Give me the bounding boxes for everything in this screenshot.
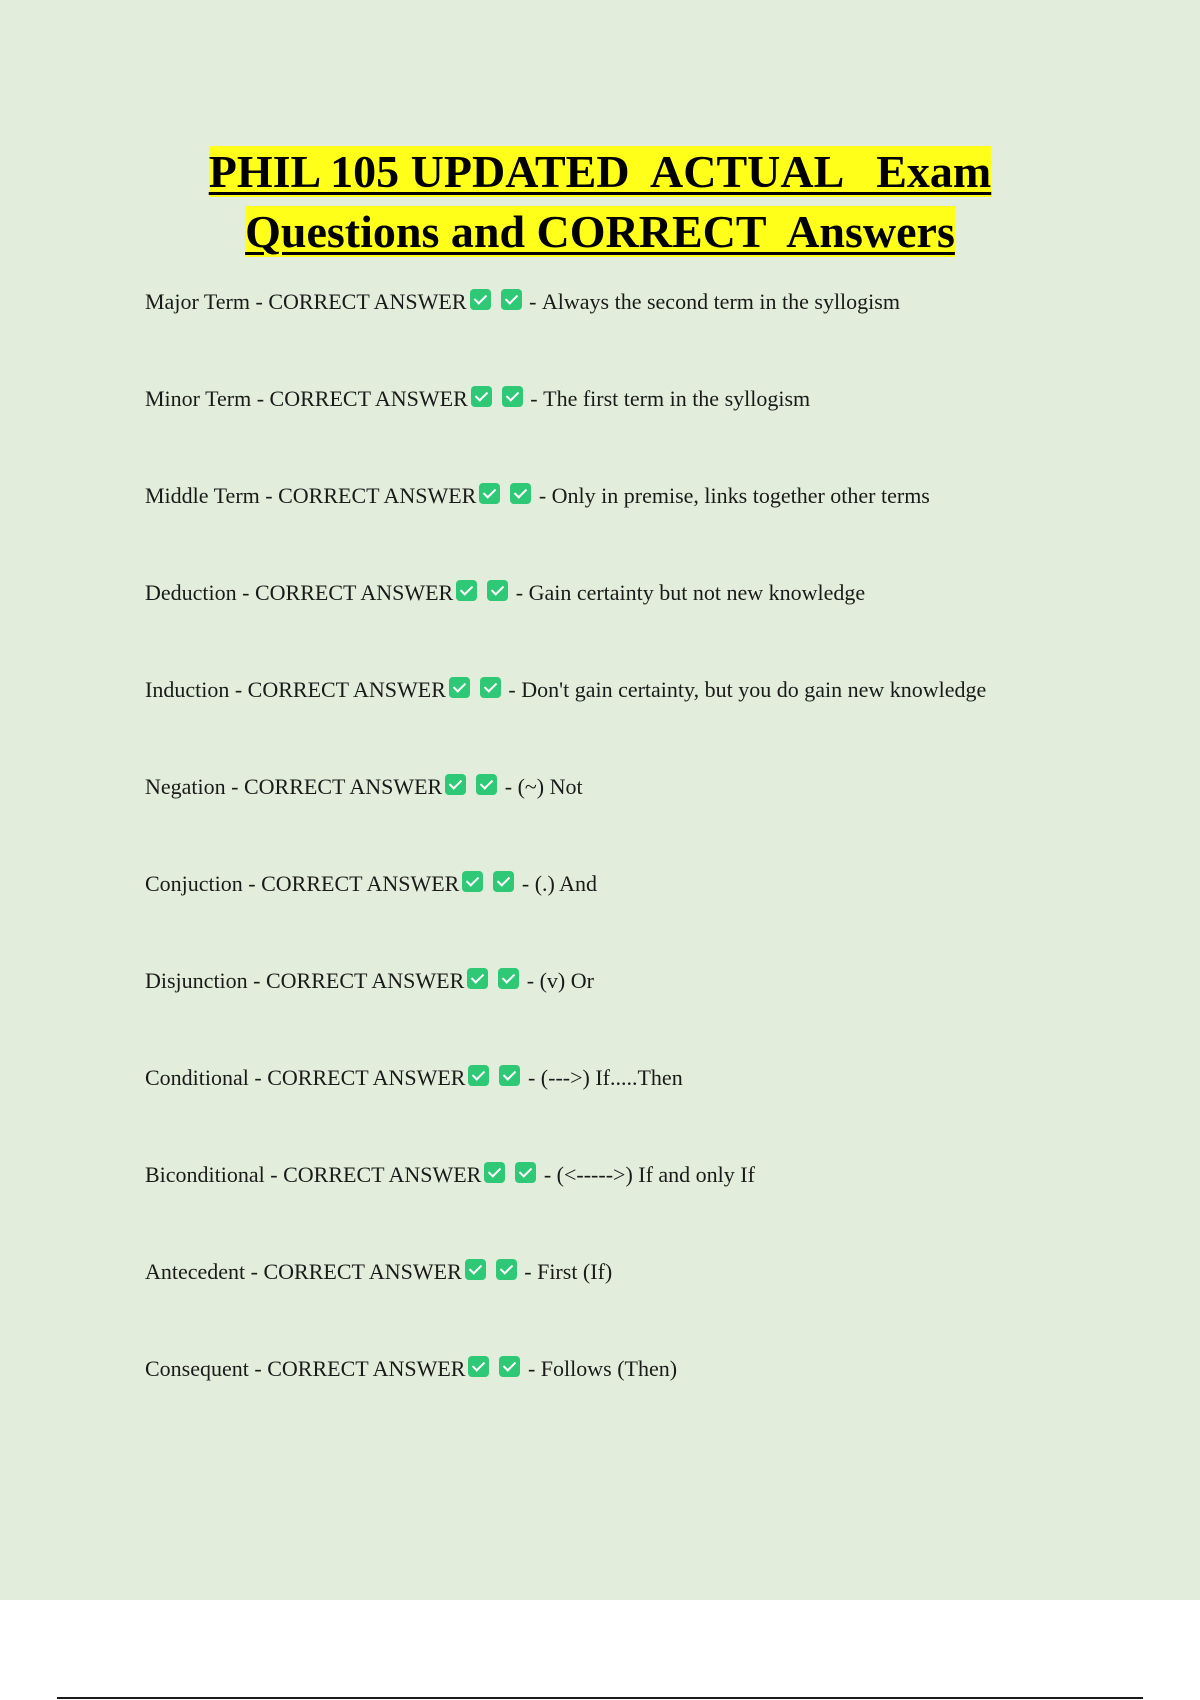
term-label: Major Term [145,288,250,314]
check-mark-icon [468,1356,489,1377]
term-label: Negation [145,773,226,799]
qa-item [145,765,1145,862]
separator: - [522,1064,541,1090]
answer-marker: CORRECT ANSWER [269,385,468,411]
answer-text: Don't gain certainty, but you do gain new knowledge [521,676,987,702]
term-label: Minor Term [145,385,252,411]
check-mark-icon [476,774,497,795]
answer-text: The first term in the syllogism [543,385,811,411]
separator: - [242,870,262,896]
qa-item [145,1056,1145,1153]
term-label: Disjunction [145,967,248,993]
check-mark-icon [480,677,501,698]
separator: - [510,579,529,605]
answer-text: Always the second term in the syllogism [541,288,900,314]
separator: - [247,967,266,993]
document-title [0,142,1200,262]
separator: - [522,1355,541,1381]
separator: - [538,1161,557,1187]
title-line-1: PHIL 105 UPDATED ACTUAL Exam [208,146,992,197]
check-mark-icon [465,1259,486,1280]
check-mark-icon [493,871,514,892]
check-mark-icon [449,677,470,698]
answer-text: Gain certainty but not new knowledge [528,579,866,605]
check-mark-icon [499,1065,520,1086]
answer-text: Follows (Then) [540,1355,678,1381]
check-mark-icon [470,289,491,310]
answer-marker: CORRECT ANSWER [254,579,454,605]
qa-item [145,959,1145,1056]
qa-item [145,377,1145,474]
check-mark-icon [499,1356,520,1377]
separator: - [259,482,279,508]
term-label: Antecedent [145,1258,246,1284]
separator: - [499,773,518,799]
answer-marker: CORRECT ANSWER [283,1161,482,1187]
qa-item [145,668,1145,765]
separator: - [523,288,542,314]
separator: - [248,1064,268,1090]
check-mark-icon [496,1259,517,1280]
check-mark-icon [467,968,488,989]
answer-text: (~) Not [517,773,583,799]
term-label: Biconditional [145,1161,265,1187]
check-mark-icon [462,871,483,892]
separator: - [264,1161,284,1187]
separator: - [502,676,522,702]
qa-item [145,862,1145,959]
check-mark-icon [515,1162,536,1183]
footer-divider [57,1697,1143,1699]
check-mark-icon [479,483,500,504]
separator: - [521,967,540,993]
answer-text: First (If) [537,1258,613,1284]
answer-text: (.) And [534,870,598,896]
term-label: Middle Term [145,482,260,508]
qa-item [145,571,1145,668]
separator: - [236,579,255,605]
check-mark-icon [471,386,492,407]
answer-marker: CORRECT ANSWER [263,1258,462,1284]
separator: - [248,1355,268,1381]
term-label: Conjuction [145,870,243,896]
answer-marker: CORRECT ANSWER [243,773,443,799]
separator: - [245,1258,264,1284]
qa-item [145,1250,1145,1347]
answer-marker: CORRECT ANSWER [267,1064,466,1090]
check-mark-icon [468,1065,489,1086]
qa-item [145,1153,1145,1250]
answer-text: (<----->) If and only If [556,1161,755,1187]
answer-marker: CORRECT ANSWER [278,482,477,508]
answer-marker: CORRECT ANSWER [266,967,465,993]
check-mark-icon [484,1162,505,1183]
term-label: Conditional [145,1064,249,1090]
answer-marker: CORRECT ANSWER [268,288,467,314]
check-mark-icon [445,774,466,795]
separator: - [533,482,552,508]
separator: - [518,1258,538,1284]
term-label: Deduction [145,579,237,605]
qa-item [145,1347,1145,1444]
separator: - [251,385,270,411]
check-mark-icon [510,483,531,504]
separator: - [524,385,544,411]
title-line-2: Questions and CORRECT Answers [245,206,955,257]
check-mark-icon [487,580,508,601]
term-label: Induction [145,676,230,702]
answer-marker: CORRECT ANSWER [267,1355,466,1381]
check-mark-icon [501,289,522,310]
answer-marker: CORRECT ANSWER [261,870,460,896]
qa-list [145,280,1145,1444]
qa-item [145,474,1145,571]
check-mark-icon [502,386,523,407]
qa-item [145,280,1145,377]
separator: - [229,676,248,702]
answer-marker: CORRECT ANSWER [247,676,446,702]
answer-text: (--->) If.....Then [540,1064,683,1090]
check-mark-icon [498,968,519,989]
answer-text: Only in premise, links together other terms [551,482,930,508]
answer-text: (v) Or [539,967,594,993]
separator: - [225,773,244,799]
check-mark-icon [456,580,477,601]
term-label: Consequent [145,1355,249,1381]
separator: - [249,288,269,314]
separator: - [516,870,535,896]
